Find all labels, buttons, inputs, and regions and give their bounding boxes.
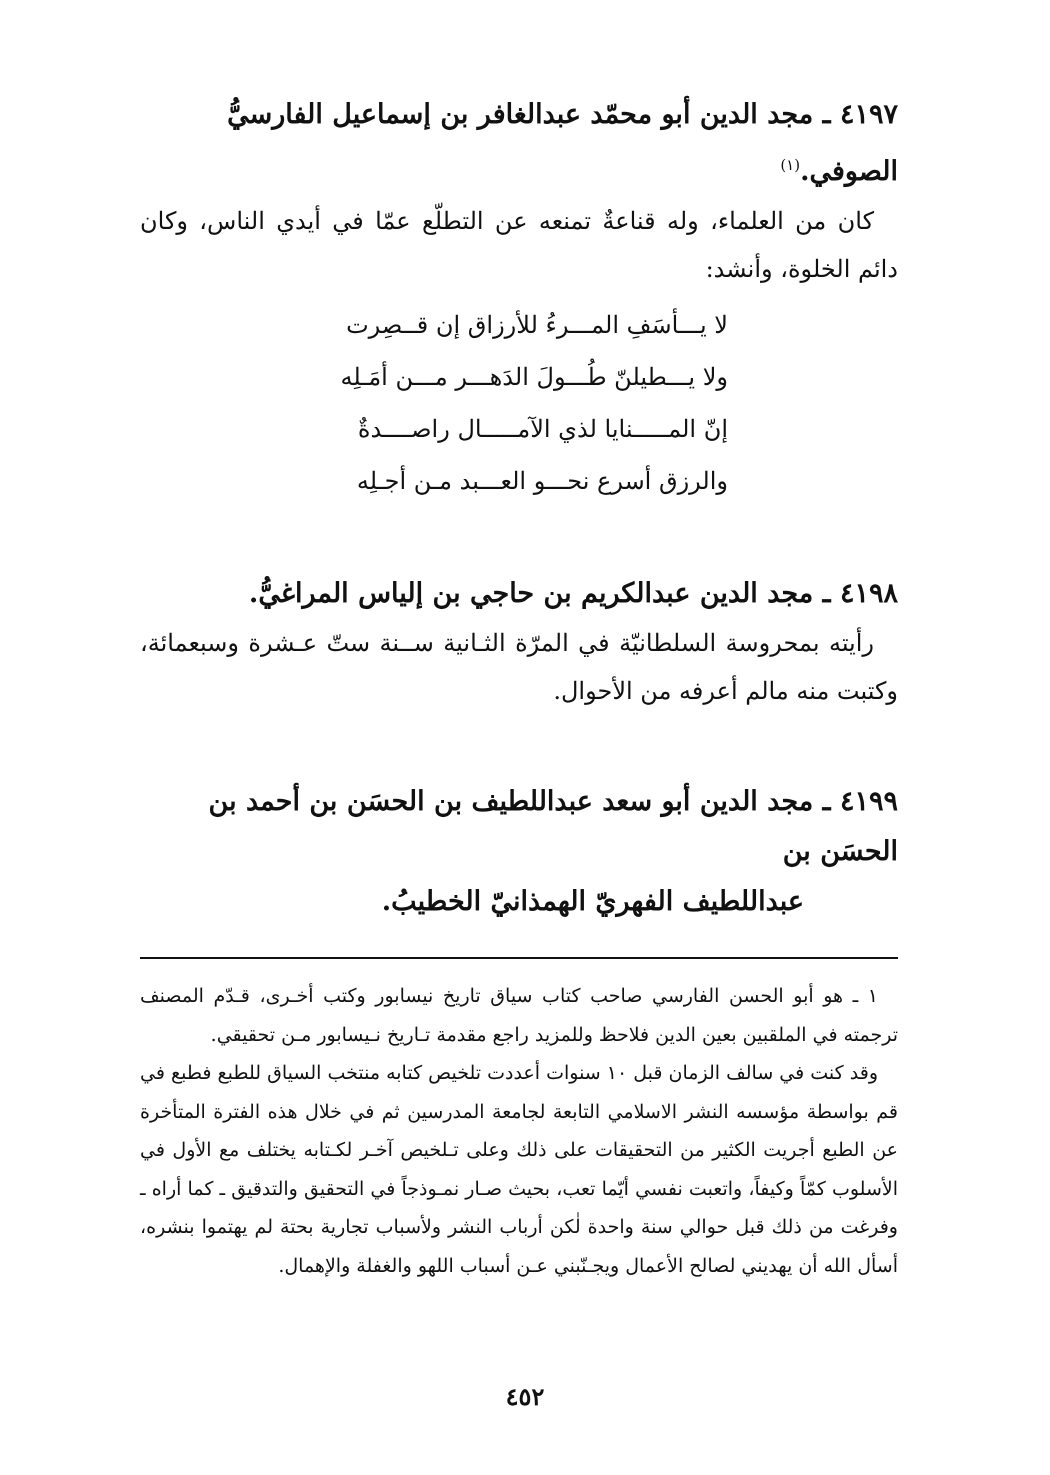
footnote-ref-1[interactable]: (١) [780, 156, 801, 174]
entry-4198-heading: ٤١٩٨ ـ مجد الدين عبدالكريم بن حاجي بن إلياس المراغيُّ. [248, 578, 898, 609]
entry-4197-text-content: كان من العلماء، وله قناعةٌ تمنعه عن التطلّع عمّا في أيدي الناس، وكان دائم الخلوة، وأنشد: [140, 207, 898, 283]
footnote-1 [140, 977, 898, 1054]
entry-4197-title: ٤١٩٧ ـ مجد الدين أبو محمّد عبدالغافر بن إسماعيل الفارسيُّ الصوفي. [227, 99, 898, 187]
entry-4199-heading-line1: ٤١٩٩ ـ مجد الدين أبو سعد عبداللطيف بن الحسَن بن أحمد بن الحسَن بن [208, 786, 898, 867]
footnote-2-text: وقد كنت في سالف الزمان قبل ١٠ سنوات أعددت تلخيص كتابه منتخب السياق للطبع فطبع في قم بواسطة مؤسسه النشر الاسلامي التابعة لجامعة المدرسين ثم في خلال هذه الفترة المتأخرة عن الطبع أجريت الكثير من التحقيقات على ذلك وعلى تـلخيص آخـر لكـتابه يختلف مع الأول في الأسلوب كمّاً وكيفاً، واتعبت نفسي أيّما تعب، بحيث صـار نمـوذجاً في التحقيق والتدقيق ـ كما أراه ـ وفرغت من ذلك قبل حوالي سنة واحدة لٰكن أرباب النشر ولأسباب تجارية بحتة لم يهتموا بنشره، أسأل الله أن يهديني لصالح الأعمال ويجـنّبني عـن أسباب اللهو والغفلة والإهمال. [140, 1062, 898, 1277]
footnote-divider [140, 957, 898, 959]
poem [140, 299, 898, 507]
entry-4199-heading-line2: عبداللطيف الفهريّ الهمذانيّ الخطيبُ. [381, 886, 804, 917]
page-number: ٤٥٢ [505, 1382, 545, 1411]
footnote-1-text: ١ ـ هو أبو الحسن الفارسي صاحب كتاب سياق تاريخ نيسابور وكتب أخـرى، قـدّم المصنف ترجمته في الملقبين بعين الدين فلاحظ وللمزيد راجع مقدمة تـاريخ نـيسابور مـن تحقيقي. [140, 985, 898, 1046]
page-content [140, 90, 898, 1420]
entry-4198-text [140, 619, 898, 715]
footnote-1-continued [140, 1054, 898, 1285]
poem-line-2: ولا يـــطيلنّ طُـــولَ الدَهـــر مـــن أمَـلِه [340, 363, 728, 391]
entry-4198-text-content: رأيته بمحروسة السلطانيّة في المرّة الثـانية ســنة ستّ عـشرة وسبعمائة، وكتبت منه مالم أعرفه من الأحوال. [140, 629, 898, 705]
poem-line-3: إنّ المـــــنايا لذي الآمـــــال راصــــدةٌ [357, 415, 728, 443]
poem-line-1: لا يـــأسَفِ المـــرءُ للأرزاق إن قــصِرت [346, 311, 728, 339]
entry-4197-heading [140, 90, 898, 197]
poem-line-4: والرزق أسرع نحـــو العـــبد مـن أجـلِه [356, 467, 728, 495]
entry-4197-text [140, 197, 898, 293]
